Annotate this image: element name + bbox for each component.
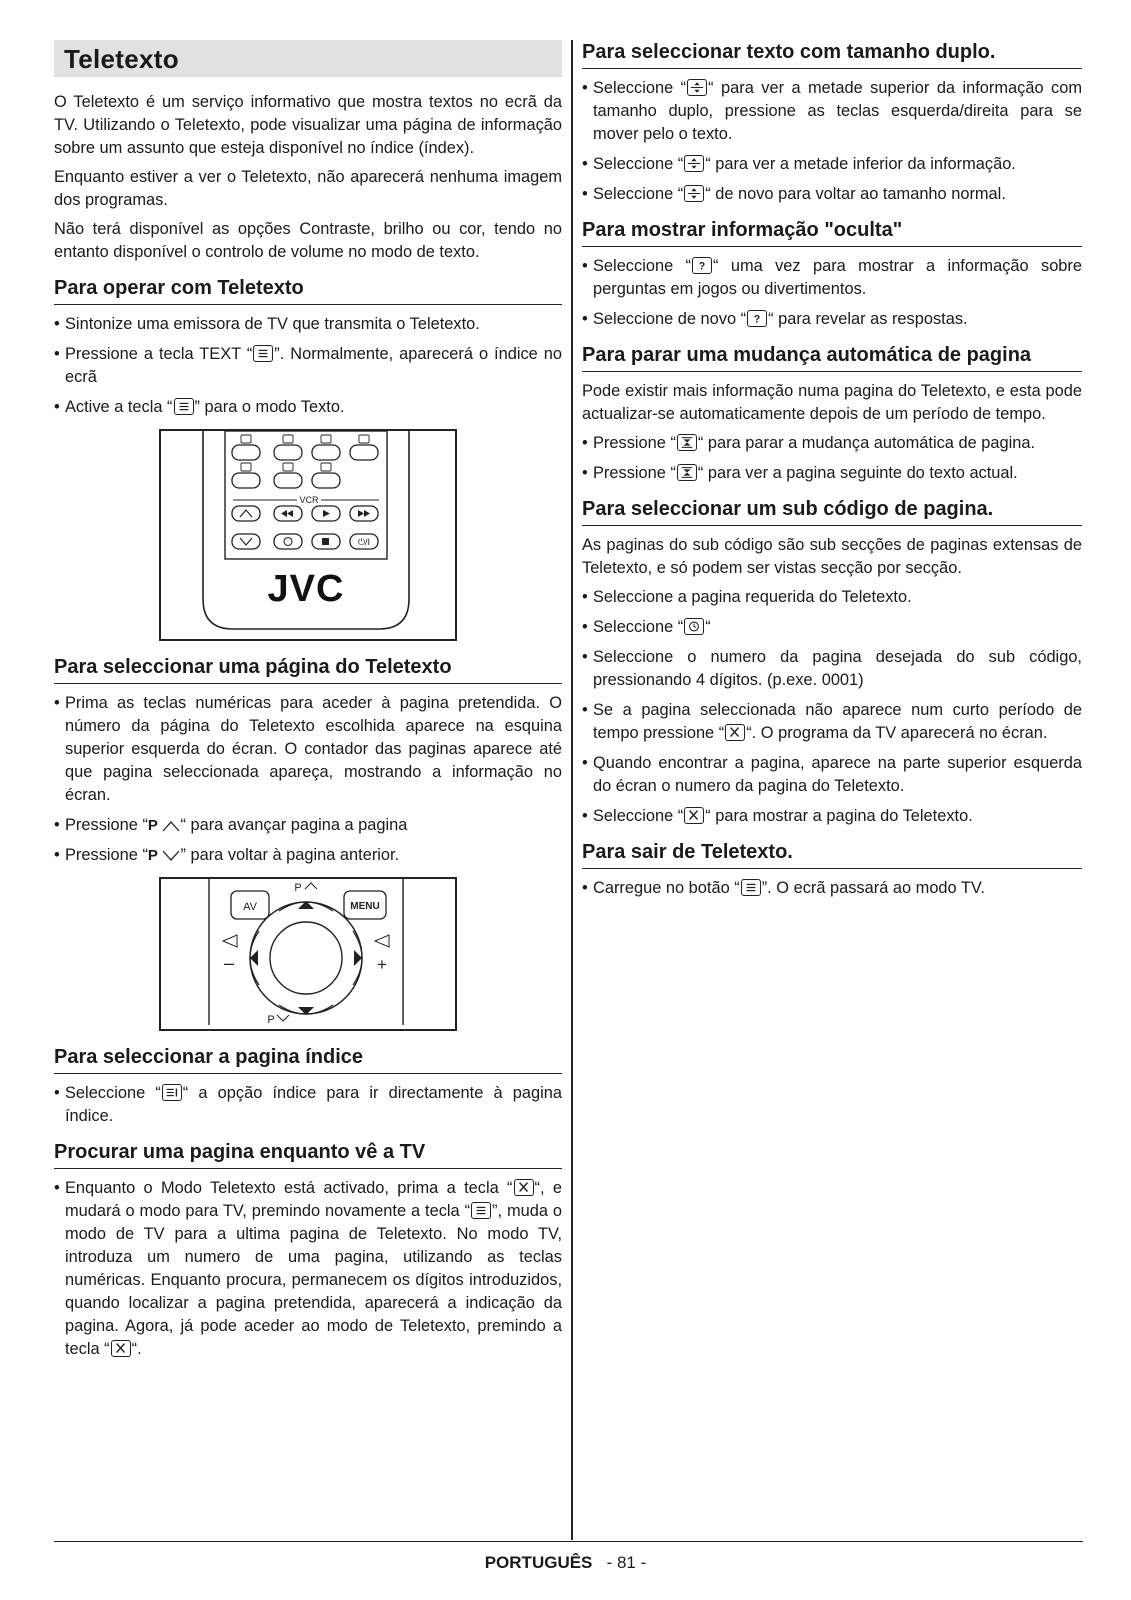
av-button-label: AV [243, 901, 257, 913]
parar-paragraph: Pode existir mais informação numa pagina do Teletexto, e esta pode actualizar-se automaticamente depois de um período de tempo. [582, 382, 1082, 423]
list-item: • Carregue no botão “ ”. O ecrã passará ao modo TV. [582, 877, 1082, 900]
p-down-label: P [267, 1014, 275, 1025]
list-item: • Active a tecla “ ” para o modo Texto. [54, 396, 562, 419]
column-divider [571, 40, 573, 1540]
indice-list [54, 1082, 562, 1128]
p-key-label: P [147, 847, 158, 864]
volume-plus-label: + [377, 955, 387, 974]
navigation-pad-drawing [161, 879, 451, 1025]
operar-list [54, 313, 562, 419]
duplo-list [582, 77, 1082, 206]
section-heading-indice: Para seleccionar a pagina índice [54, 1045, 562, 1074]
cancel-icon [684, 807, 704, 824]
intro-paragraph-3: Não terá disponível as opções Contraste, brilho ou cor, tendo no entanto disponível o controlo de volume no modo de texto. [54, 220, 562, 261]
double-height-icon [684, 185, 704, 202]
list-item: • Seleccione a pagina requerida do Teletexto. [582, 586, 1082, 609]
subcodigo-paragraph: As paginas do sub código são sub secções de paginas extensas de Teletexto, e só podem ser vistas secção por secção. [582, 536, 1082, 577]
double-height-icon [684, 155, 704, 172]
list-item: • Seleccione o numero da pagina desejada do sub código, pressionando 4 dígitos. (p.exe. 0001) [582, 646, 1082, 692]
p-key-label: P [147, 817, 158, 834]
list-item: • Seleccione “ “ a opção índice para ir directamente à pagina índice. [54, 1082, 562, 1128]
p-up-label: P [294, 882, 302, 894]
section-heading-subcodigo: Para seleccionar um sub código de pagina. [582, 497, 1082, 526]
list-item: • Seleccione “ “ para mostrar a pagina do Teletexto. [582, 805, 1082, 828]
hold-icon [677, 464, 697, 481]
vcr-label: VCR [299, 495, 319, 505]
list-item: • Seleccione “ “ para ver a metade superior da informação com tamanho duplo, pressione as teclas esquerda/direita para se mover pelo o texto. [582, 77, 1082, 146]
jvc-logo: JVC [267, 568, 345, 610]
text-icon [741, 879, 761, 896]
list-item: • Se a pagina seleccionada não aparece num curto período de tempo pressione “ “. O programa da TV aparecerá no écran. [582, 699, 1082, 745]
oculta-list [582, 255, 1082, 331]
section-heading-operar: Para operar com Teletexto [54, 276, 562, 305]
intro-paragraph-2: Enquanto estiver a ver o Teletexto, não aparecerá nenhuma imagem dos programas. [54, 168, 562, 209]
footer-divider [54, 1541, 1083, 1542]
list-item: • Pressione a tecla TEXT “ ”. Normalmente, aparecerá o índice no ecrã [54, 343, 562, 389]
footer-language: PORTUGUÊS [484, 1553, 593, 1572]
text-icon [471, 1202, 491, 1219]
chevron-up-icon [162, 820, 180, 832]
cancel-icon [725, 724, 745, 741]
section-heading-selec-pagina: Para seleccionar uma página do Teletexto [54, 655, 562, 684]
list-item: • Seleccione “ “ [582, 616, 1082, 639]
section-heading-oculta: Para mostrar informação "oculta" [582, 218, 1082, 247]
section-heading-parar: Para parar uma mudança automática de pagina [582, 343, 1082, 372]
list-item: • Seleccione “ “ de novo para voltar ao tamanho normal. [582, 183, 1082, 206]
chevron-down-icon [162, 850, 180, 862]
page-number: - 81 - [606, 1553, 647, 1572]
reveal-icon [747, 310, 767, 327]
list-item: • Pressione “ “ para ver a pagina seguinte do texto actual. [582, 462, 1082, 485]
list-item: • Seleccione de novo “ ? “ para revelar as respostas. [582, 308, 1082, 331]
text-icon [253, 345, 273, 362]
list-item: • Seleccione “ ? “ uma vez para mostrar a informação sobre perguntas em jogos ou divertimentos. [582, 255, 1082, 301]
double-height-icon [687, 79, 707, 96]
list-item: • Enquanto o Modo Teletexto está activado, prima a tecla “ “, e mudará o modo para TV, premindo novamente a tecla “ ”, muda o modo de TV para a ultima pagina de Teletexto. No modo TV, introduza um numero de uma pagina, utilizando as teclas numéricas. Enquanto procura, permanecem os dígitos introduzidos, quando localizar a pagina pretendida, aparecerá a indicação da pagina. Agora, já pode aceder ao modo de Teletexto, premindo a tecla “ “. [54, 1177, 562, 1361]
cancel-icon [514, 1179, 534, 1196]
left-column [54, 40, 562, 1368]
volume-minus-label: – [223, 953, 235, 973]
page-footer [0, 1553, 1131, 1573]
menu-button-label: MENU [350, 901, 380, 912]
procurar-list [54, 1177, 562, 1361]
remote-control-drawing [161, 431, 451, 635]
parar-list [582, 432, 1082, 485]
subcode-clock-icon [684, 618, 704, 635]
intro-paragraph-1: O Teletexto é um serviço informativo que mostra textos no ecrã da TV. Utilizando o Teletexto, pode visualizar uma página de informação sobre um assunto que esteja disponível no índice (índex). [54, 93, 562, 157]
list-item: • Quando encontrar a pagina, aparece na parte superior esquerda do écran o numero da pagina do Teletexto. [582, 752, 1082, 798]
list-item: • Prima as teclas numéricas para aceder à pagina pretendida. O número da página do Teletexto escolhida aparece na esquina superior esquerda do écran. O contador das paginas aparece até que pagina seleccionada apareça, mostrando a informação no écran. [54, 692, 562, 807]
right-column [582, 40, 1082, 907]
selec-pagina-list [54, 692, 562, 867]
index-icon [162, 1084, 182, 1101]
text-icon [174, 398, 194, 415]
cancel-icon [111, 1340, 131, 1357]
subcodigo-list [582, 586, 1082, 828]
list-item: • Seleccione “ “ para ver a metade inferior da informação. [582, 153, 1082, 176]
reveal-icon [692, 257, 712, 274]
page-title: Teletexto [54, 40, 562, 77]
svg-text:?: ? [698, 260, 706, 273]
svg-text:⏻/I: ⏻/I [357, 537, 371, 547]
svg-text:?: ? [753, 313, 761, 326]
remote-control-illustration [159, 429, 457, 641]
section-heading-duplo: Para seleccionar texto com tamanho duplo. [582, 40, 1082, 69]
list-item: • Pressione “P “ para avançar pagina a pagina [54, 814, 562, 837]
list-item: • Sintonize uma emissora de TV que transmita o Teletexto. [54, 313, 562, 336]
section-heading-procurar: Procurar uma pagina enquanto vê a TV [54, 1140, 562, 1169]
section-heading-sair: Para sair de Teletexto. [582, 840, 1082, 869]
sair-list [582, 877, 1082, 900]
list-item: • Pressione “ “ para parar a mudança automática de pagina. [582, 432, 1082, 455]
list-item: • Pressione “P ” para voltar à pagina anterior. [54, 844, 562, 867]
navigation-pad-illustration [159, 877, 457, 1031]
hold-icon [677, 434, 697, 451]
